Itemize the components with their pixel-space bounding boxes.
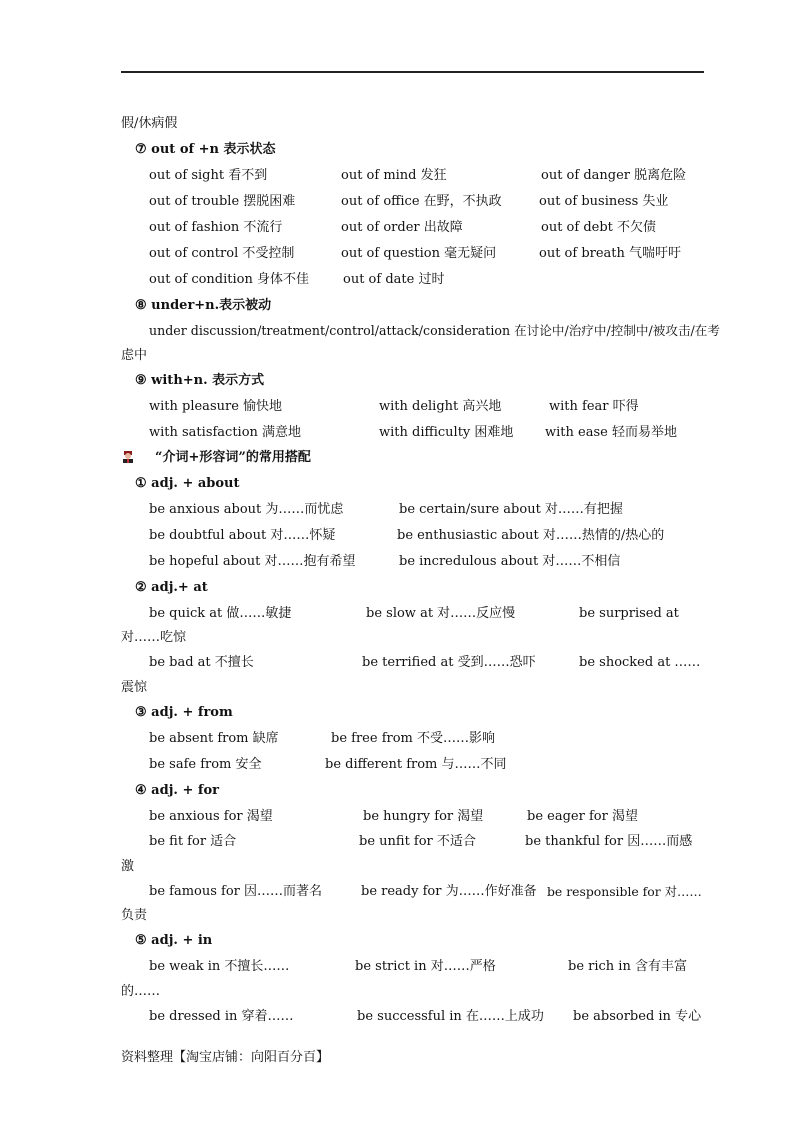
phrase: be surprised at bbox=[579, 606, 679, 621]
phrase: be responsible for 对…… bbox=[547, 884, 702, 899]
section-heading-for: ④ adj. + for bbox=[135, 783, 219, 798]
phrase: out of sight 看不到 bbox=[149, 168, 268, 183]
phrase: be successful in 在……上成功 bbox=[357, 1009, 544, 1024]
section-heading-from: ③ adj. + from bbox=[135, 705, 233, 720]
phrase: be anxious for 渴望 bbox=[149, 809, 273, 824]
section-heading-at: ② adj.+ at bbox=[135, 580, 208, 595]
phrase-continuation: 负责 bbox=[121, 908, 148, 923]
phrase: be slow at 对……反应慢 bbox=[366, 606, 516, 621]
phrase: be thankful for 因……而感 bbox=[525, 834, 693, 849]
phrase: out of debt 不欠债 bbox=[541, 220, 657, 235]
phrase: out of control 不受控制 bbox=[149, 246, 295, 261]
phrase: be unfit for 不适合 bbox=[359, 834, 476, 849]
phrase: with satisfaction 满意地 bbox=[149, 425, 302, 440]
phrase: be hungry for 渴望 bbox=[363, 809, 484, 824]
section-heading-out-of: ⑦ out of +n 表示状态 bbox=[135, 142, 276, 157]
phrase: out of business 失业 bbox=[539, 194, 669, 209]
phrase: out of date 过时 bbox=[343, 272, 445, 287]
footer-note: 资料整理【淘宝店铺：向阳百分百】 bbox=[121, 1050, 330, 1065]
phrase-continuation: 激 bbox=[121, 859, 135, 874]
phrase: out of office 在野，不执政 bbox=[341, 194, 502, 209]
phrase: with ease 轻而易举地 bbox=[545, 425, 677, 440]
phrase: be quick at 做……敏捷 bbox=[149, 606, 292, 621]
phrase: be bad at 不擅长 bbox=[149, 655, 254, 670]
phrase: with difficulty 困难地 bbox=[379, 425, 514, 440]
phrase: be doubtful about 对……怀疑 bbox=[149, 528, 336, 543]
phrase: be terrified at 受到……恐吓 bbox=[362, 655, 536, 670]
phrase: be certain/sure about 对……有把握 bbox=[399, 502, 623, 517]
phrase: be shocked at …… bbox=[579, 655, 701, 670]
phrase: out of order 出故障 bbox=[341, 220, 463, 235]
phrase: be free from 不受……影响 bbox=[331, 731, 496, 746]
phrase-continuation: 的…… bbox=[121, 984, 161, 999]
phrase: be different from 与……不同 bbox=[325, 757, 507, 772]
phrase: be hopeful about 对……抱有希望 bbox=[149, 554, 356, 569]
main-heading: “介词+形容词”的常用搭配 bbox=[155, 450, 311, 465]
section-heading-with: ⑨ with+n. 表示方式 bbox=[135, 373, 265, 388]
phrase-continuation: 震惊 bbox=[121, 680, 148, 695]
phrase: be absent from 缺席 bbox=[149, 731, 279, 746]
section-heading-under: ⑧ under+n.表示被动 bbox=[135, 298, 272, 313]
phrase: out of condition 身体不佳 bbox=[149, 272, 309, 287]
phrase: be absorbed in 专心 bbox=[573, 1009, 702, 1024]
phrase: be dressed in 穿着…… bbox=[149, 1009, 294, 1024]
phrase: out of fashion 不流行 bbox=[149, 220, 283, 235]
phrase: be anxious about 为……而忧虑 bbox=[149, 502, 344, 517]
phrase-continuation: 对……吃惊 bbox=[121, 630, 187, 645]
phrase: be enthusiastic about 对……热情的/热心的 bbox=[397, 528, 665, 543]
phrase: out of breath 气喘吁吁 bbox=[539, 246, 682, 261]
phrase: be incredulous about 对……不相信 bbox=[399, 554, 621, 569]
section-heading-in: ⑤ adj. + in bbox=[135, 933, 213, 948]
phrase: be strict in 对……严格 bbox=[355, 959, 496, 974]
phrase: be famous for 因……而著名 bbox=[149, 884, 323, 899]
phrase: be weak in 不擅长…… bbox=[149, 959, 290, 974]
phrase: be fit for 适合 bbox=[149, 834, 237, 849]
section-heading-about: ① adj. + about bbox=[135, 476, 240, 491]
phrase: be rich in 含有丰富 bbox=[568, 959, 687, 974]
phrase: out of trouble 摆脱困难 bbox=[149, 194, 296, 209]
phrase: under discussion/treatment/control/attack/consideration 在讨论中/治疗中/控制中/被攻击/在考 bbox=[149, 323, 720, 338]
phrase: be eager for 渴望 bbox=[527, 809, 638, 824]
header-rule bbox=[121, 71, 704, 73]
bullet-figure-icon bbox=[121, 450, 135, 464]
phrase: be ready for 为……作好准备 bbox=[361, 884, 537, 899]
phrase: out of mind 发狂 bbox=[341, 168, 447, 183]
phrase: be safe from 安全 bbox=[149, 757, 262, 772]
phrase: with pleasure 愉快地 bbox=[149, 399, 283, 414]
phrase-continuation: 虑中 bbox=[121, 348, 148, 363]
phrase: out of question 毫无疑问 bbox=[341, 246, 497, 261]
phrase: with fear 吓得 bbox=[549, 399, 639, 414]
continuation-text: 假/休病假 bbox=[121, 116, 178, 131]
phrase: with delight 高兴地 bbox=[379, 399, 502, 414]
phrase: out of danger 脱离危险 bbox=[541, 168, 687, 183]
